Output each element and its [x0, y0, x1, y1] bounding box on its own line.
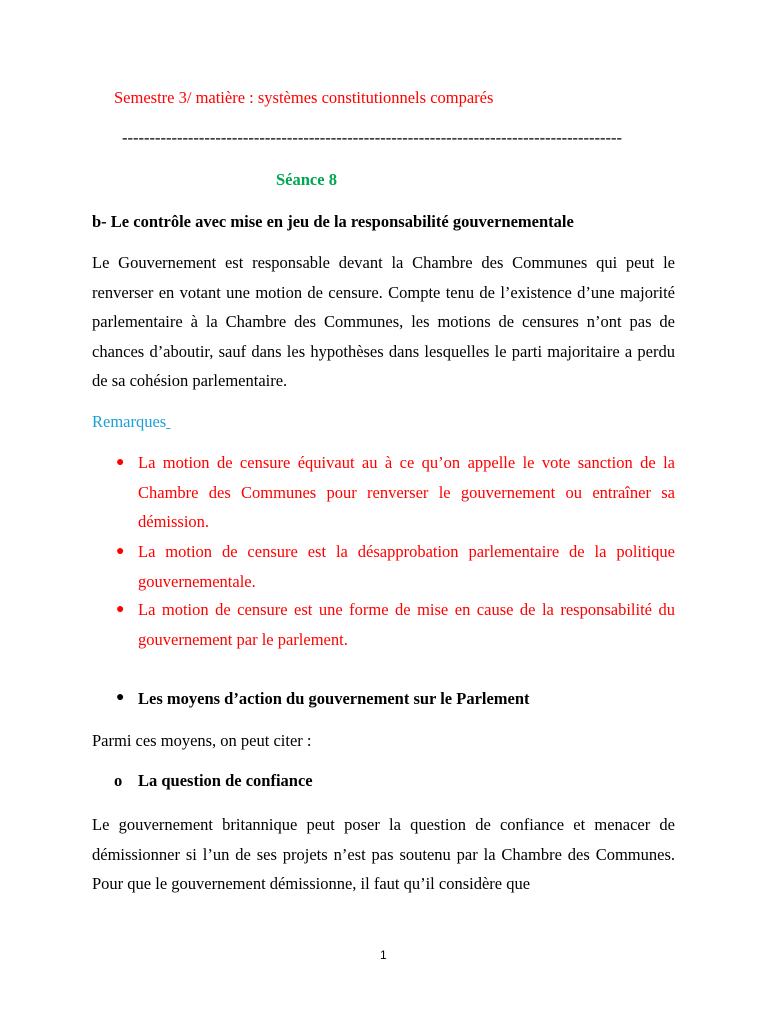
sub-heading: La question de confiance: [138, 771, 313, 790]
remark-item: La motion de censure équivaut au à ce qu’on appelle le vote sanction de la Chambre des Communes pour renverser le gouvernement ou entraîner sa démission.: [138, 453, 675, 531]
means-intro: Parmi ces moyens, on peut citer :: [92, 731, 312, 750]
bullet-icon: ●: [116, 455, 125, 470]
bullet-icon: ●: [116, 602, 125, 617]
session-title: Séance 8: [276, 170, 337, 189]
bullet-icon: ●: [116, 544, 125, 559]
remark-item: La motion de censure est la désapprobation parlementaire de la politique gouvernementale.: [138, 542, 675, 591]
sub-bullet-icon: o: [114, 771, 123, 790]
means-paragraph: Le gouvernement britannique peut poser la question de confiance et menacer de démissionner si l’un de ses projets n’est pas soutenu par la Chambre des Communes. Pour que le gouvernement démissionne, il faut qu’il considère que: [92, 815, 675, 893]
section-paragraph: Le Gouvernement est responsable devant la Chambre des Communes qui peut le renverser en votant une motion de censure. Compte tenu de l’existence d’une majorité parlementaire à la Chambre des Communes, les motions de censures n’ont pas de chances d’aboutir, sauf dans les hypothèses dans lesquelles le parti majoritaire a perdu de sa cohésion parlementaire.: [92, 253, 675, 390]
remark-item: La motion de censure est une forme de mise en cause de la responsabilité du gouvernement par le parlement.: [138, 600, 675, 649]
remarks-label[interactable]: Remarques: [92, 412, 167, 431]
course-title: Semestre 3/ matière : systèmes constitutionnels comparés: [114, 88, 494, 107]
page-number: 1: [380, 948, 387, 962]
bullet-icon: ●: [116, 690, 125, 705]
section-heading: b- Le contrôle avec mise en jeu de la responsabilité gouvernementale: [92, 212, 574, 231]
means-heading: Les moyens d’action du gouvernement sur le Parlement: [138, 689, 530, 708]
separator-line: -------------------------------------------------------------------------------------------: [122, 128, 623, 147]
